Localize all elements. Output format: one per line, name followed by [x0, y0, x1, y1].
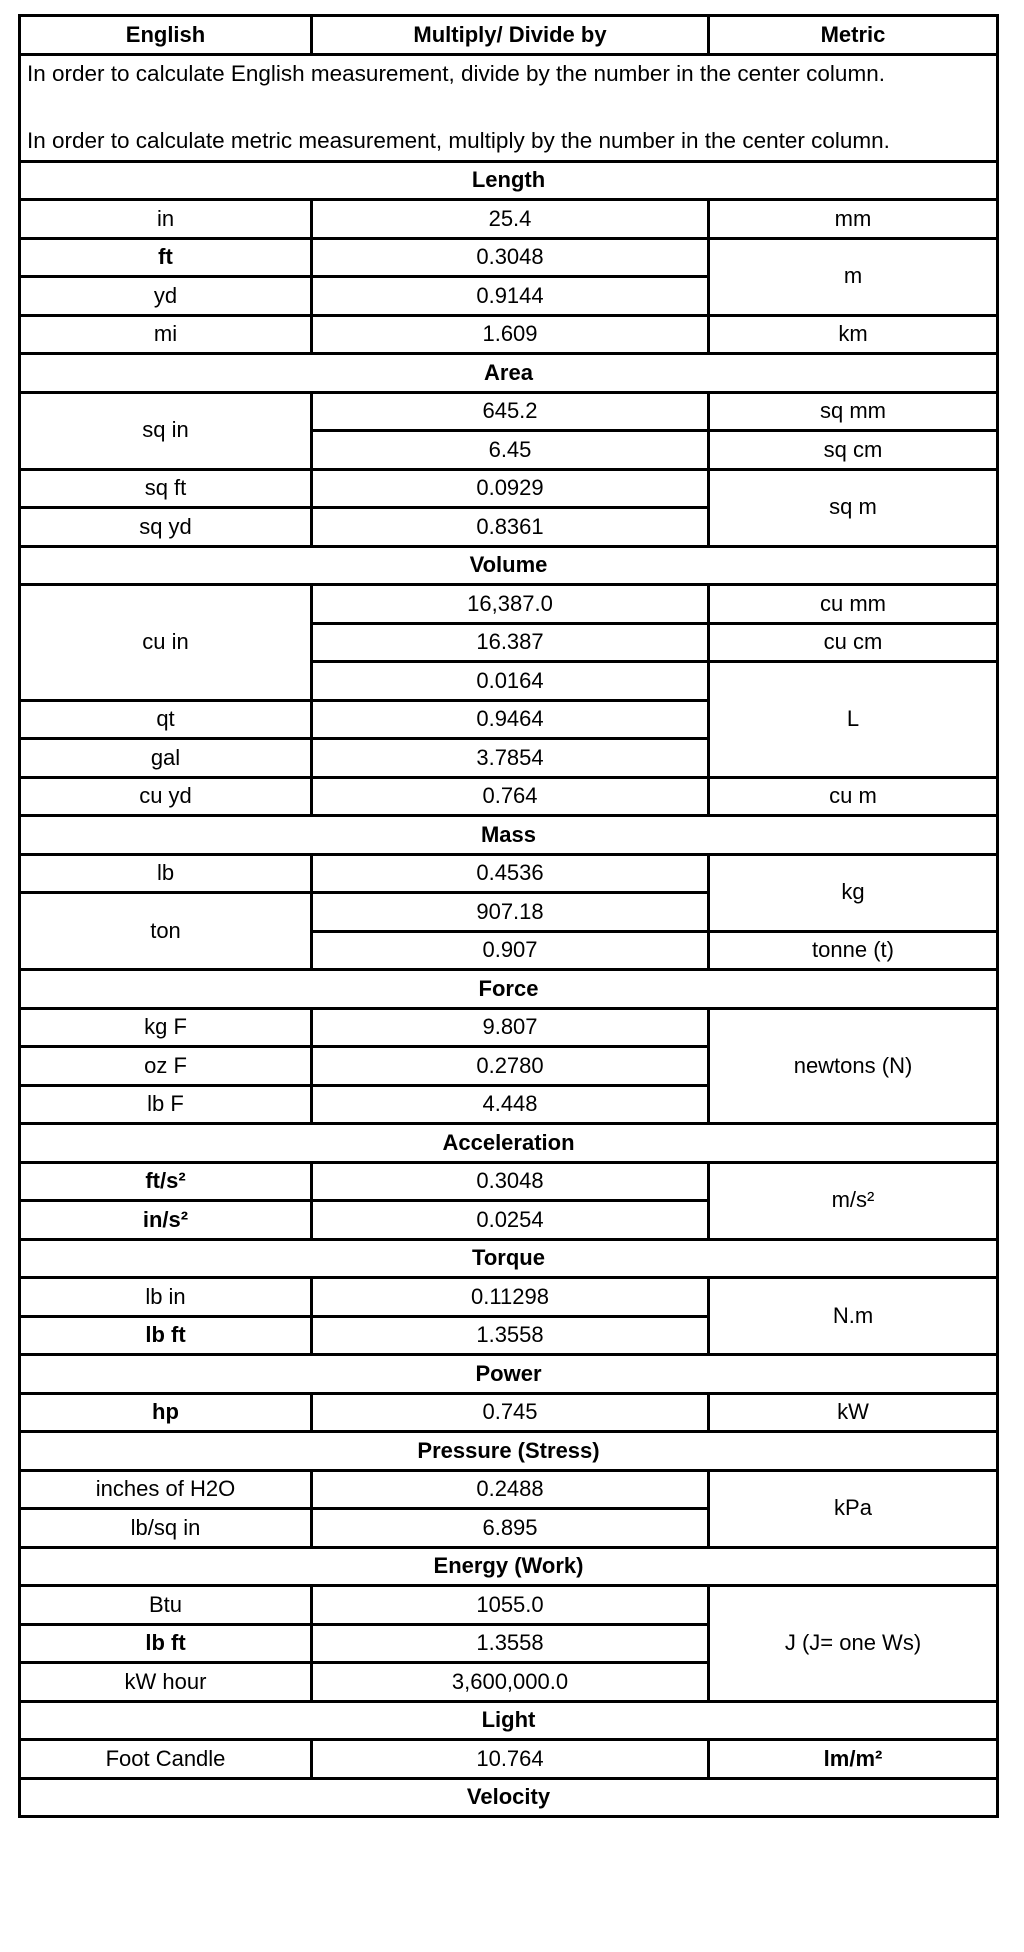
conversion-factor: 3,600,000.0: [312, 1663, 709, 1702]
conversion-factor: 1.609: [312, 315, 709, 354]
section-title-volume: Volume: [20, 546, 998, 585]
section-row: [20, 161, 998, 200]
metric-unit: cu mm: [709, 585, 998, 624]
english-unit: Btu: [20, 1586, 312, 1625]
instructions-cell: [20, 54, 998, 161]
conversion-factor: 0.745: [312, 1393, 709, 1432]
header-english: English: [20, 16, 312, 55]
section-row: [20, 1239, 998, 1278]
english-unit: yd: [20, 277, 312, 316]
english-unit: ton: [20, 893, 312, 970]
table-row: [20, 1393, 998, 1432]
section-row: [20, 1355, 998, 1394]
table-row: [20, 777, 998, 816]
english-unit: hp: [20, 1393, 312, 1432]
conversion-factor: 0.11298: [312, 1278, 709, 1317]
conversion-factor: 0.3048: [312, 238, 709, 277]
english-unit: inches of H2O: [20, 1470, 312, 1509]
metric-unit: m: [709, 238, 998, 315]
section-title-length: Length: [20, 161, 998, 200]
conversion-factor: 1055.0: [312, 1586, 709, 1625]
conversion-table-sheet: [18, 14, 996, 1818]
table-row: [20, 854, 998, 893]
section-title-light: Light: [20, 1701, 998, 1740]
conversion-factor: 16,387.0: [312, 585, 709, 624]
section-title-acceleration: Acceleration: [20, 1124, 998, 1163]
english-unit: sq yd: [20, 508, 312, 547]
english-unit: qt: [20, 700, 312, 739]
english-unit: in/s²: [20, 1201, 312, 1240]
instruction-metric: In order to calculate metric measurement, multiply by the number in the center column.: [27, 128, 890, 153]
english-unit: cu in: [20, 585, 312, 701]
section-row: [20, 354, 998, 393]
english-unit: kg F: [20, 1008, 312, 1047]
section-row: [20, 1432, 998, 1471]
metric-unit: cu cm: [709, 623, 998, 662]
metric-unit: kg: [709, 854, 998, 931]
english-unit: oz F: [20, 1047, 312, 1086]
english-unit: sq ft: [20, 469, 312, 508]
table-row: [20, 585, 998, 624]
conversion-factor: 9.807: [312, 1008, 709, 1047]
english-unit: lb: [20, 854, 312, 893]
section-title-energy: Energy (Work): [20, 1547, 998, 1586]
english-unit: lb in: [20, 1278, 312, 1317]
table-row: [20, 1278, 998, 1317]
conversion-factor: 0.0929: [312, 469, 709, 508]
conversion-factor: 0.8361: [312, 508, 709, 547]
header-metric: Metric: [709, 16, 998, 55]
section-title-power: Power: [20, 1355, 998, 1394]
english-unit: ft/s²: [20, 1162, 312, 1201]
conversion-factor: 0.3048: [312, 1162, 709, 1201]
english-unit: kW hour: [20, 1663, 312, 1702]
conversion-factor: 0.4536: [312, 854, 709, 893]
section-title-pressure: Pressure (Stress): [20, 1432, 998, 1471]
conversion-factor: 3.7854: [312, 739, 709, 778]
english-unit: gal: [20, 739, 312, 778]
conversion-factor: 6.45: [312, 431, 709, 470]
english-unit: lb ft: [20, 1316, 312, 1355]
conversion-factor: 0.0254: [312, 1201, 709, 1240]
section-row: [20, 546, 998, 585]
english-unit: Foot Candle: [20, 1740, 312, 1779]
table-row: [20, 1470, 998, 1509]
english-unit: sq in: [20, 392, 312, 469]
english-unit: lb ft: [20, 1624, 312, 1663]
english-unit: mi: [20, 315, 312, 354]
table-row: [20, 1008, 998, 1047]
table-row: [20, 469, 998, 508]
conversion-factor: 10.764: [312, 1740, 709, 1779]
section-row: [20, 816, 998, 855]
conversion-factor: 0.9464: [312, 700, 709, 739]
metric-unit: kW: [709, 1393, 998, 1432]
section-row: [20, 970, 998, 1009]
metric-unit: newtons (N): [709, 1008, 998, 1124]
table-row: [20, 392, 998, 431]
conversion-factor: 1.3558: [312, 1316, 709, 1355]
metric-unit: tonne (t): [709, 931, 998, 970]
conversion-factor: 16.387: [312, 623, 709, 662]
metric-unit: km: [709, 315, 998, 354]
instructions-row: [20, 54, 998, 161]
conversion-table: [18, 14, 999, 1818]
metric-unit: sq m: [709, 469, 998, 546]
metric-unit: kPa: [709, 1470, 998, 1547]
metric-unit: sq mm: [709, 392, 998, 431]
english-unit: cu yd: [20, 777, 312, 816]
section-title-force: Force: [20, 970, 998, 1009]
conversion-factor: 6.895: [312, 1509, 709, 1548]
section-row: [20, 1547, 998, 1586]
metric-unit: cu m: [709, 777, 998, 816]
english-unit: lb/sq in: [20, 1509, 312, 1548]
metric-unit: N.m: [709, 1278, 998, 1355]
section-title-torque: Torque: [20, 1239, 998, 1278]
conversion-factor: 645.2: [312, 392, 709, 431]
conversion-factor: 25.4: [312, 200, 709, 239]
conversion-factor: 1.3558: [312, 1624, 709, 1663]
section-title-velocity: Velocity: [20, 1778, 998, 1817]
header-factor: Multiply/ Divide by: [312, 16, 709, 55]
section-row: [20, 1778, 998, 1817]
section-title-area: Area: [20, 354, 998, 393]
conversion-factor: 0.0164: [312, 662, 709, 701]
english-unit: lb F: [20, 1085, 312, 1124]
table-row: [20, 1586, 998, 1625]
metric-unit: mm: [709, 200, 998, 239]
metric-unit: sq cm: [709, 431, 998, 470]
section-row: [20, 1701, 998, 1740]
metric-unit: J (J= one Ws): [709, 1586, 998, 1702]
conversion-factor: 4.448: [312, 1085, 709, 1124]
table-row: [20, 1162, 998, 1201]
metric-unit: L: [709, 662, 998, 778]
conversion-factor: 0.764: [312, 777, 709, 816]
conversion-factor: 0.9144: [312, 277, 709, 316]
metric-unit: lm/m²: [709, 1740, 998, 1779]
english-unit: in: [20, 200, 312, 239]
table-row: [20, 238, 998, 277]
english-unit: ft: [20, 238, 312, 277]
metric-unit: m/s²: [709, 1162, 998, 1239]
table-row: [20, 200, 998, 239]
section-title-mass: Mass: [20, 816, 998, 855]
conversion-factor: 0.907: [312, 931, 709, 970]
section-row: [20, 1124, 998, 1163]
conversion-factor: 0.2488: [312, 1470, 709, 1509]
table-row: [20, 315, 998, 354]
instruction-english: In order to calculate English measurement, divide by the number in the center column.: [27, 61, 885, 87]
conversion-factor: 0.2780: [312, 1047, 709, 1086]
header-row: [20, 16, 998, 55]
conversion-factor: 907.18: [312, 893, 709, 932]
table-row: [20, 1740, 998, 1779]
